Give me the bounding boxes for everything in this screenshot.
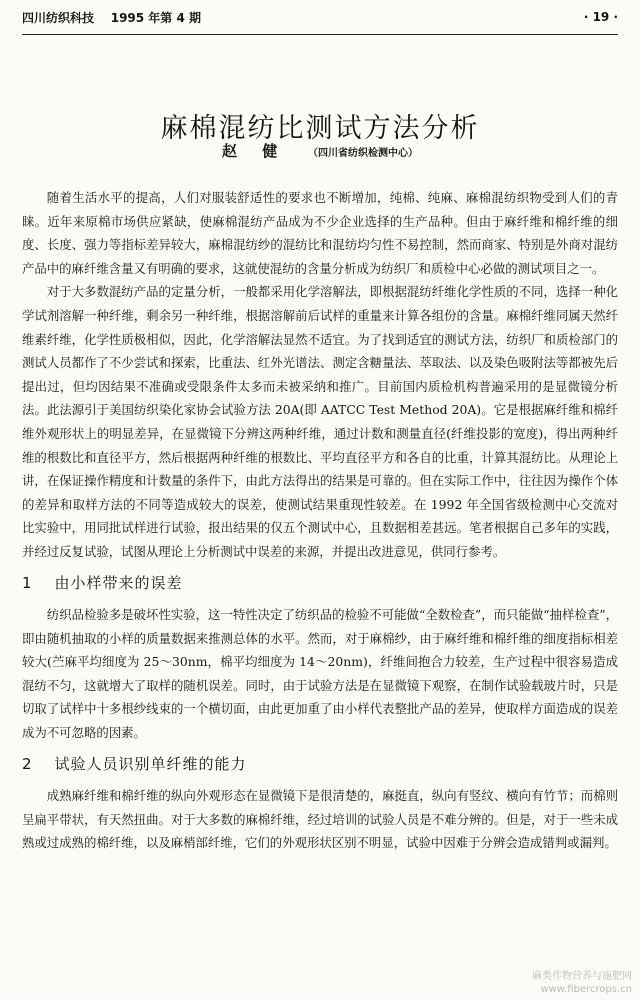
section-title: 试验人员识别单纤维的能力: [54, 754, 247, 773]
page-number: · 19 ·: [583, 10, 618, 24]
intro-paragraph: 对于大多数混纺产品的定量分析，一般都采用化学溶解法，即根据混纺纤维化学性质的不同，选择一种化学试剂溶解一种纤维，剩余另一种纤维，根据溶解前后试样的重量来计算各组份的含量。麻棉纤维同属天然纤维素纤维，化学性质极相似，因此，化学溶解法显然不适宜。为了找到适宜的测试方法，纺织厂和质检部门的测试人员都作了不少尝试和探索，比重法、红外光谱法、测定含糖量法、萃取法、以及染色吸附法等都被先后提出过，但均因结果不准确或受限条件太多而未被采纳和推广。目前国内质检机构普遍采用的是显微镜分析法。此法源引于美国纺织染化家协会试验方法 20A(即 AATCC Test Method 20A)。它是根据麻纤维和棉纤维外观形状上的明显差异，在显微镜下分辨这两种纤维，通过计数和测量直径(纤维投影的宽度)，得出两种纤维的根数比和直径平方，然后根据两种纤维的根数比、平均直径平方和各自的比重，计算其混纺比。从理论上讲，在保证操作精度和计数量的条件下，由此方法得出的结果是可靠的。但在实际工作中，往往因为操作个体的差异和取样方法的不同等造成较大的误差，使测试结果重现性较差。在 1992 年全国省级检测中心交流对比实验中，用同批试样进行试验，报出结果的仅五个测试中心，且数据相差甚远。笔者根据自己多年的实践，并经过反复试验，试图从理论上分析测试中误差的来源，并提出改进意见，供同行参考。: [22, 284, 618, 559]
byline: [0, 140, 640, 161]
journal-issue: [22, 9, 201, 26]
section-paragraph: 纺织品检验多是破坏性实验，这一特性决定了纺织品的检验不可能做“全数检查”，而只能做“抽样检查”，即由随机抽取的小样的质量数据来推测总体的水平。然而，对于麻棉纱，由于麻纤维和棉纤维的细度指标相差较大(苎麻平均细度为 25～30nm，棉平均细度为 14～20nm)，纤维间抱合力较差，生产过程中很容易造成混纺不匀，这就增大了取样的随机误差。同时，由于试验方法是在显微镜下观察，在制作试验载玻片时，只是切取了试样中十多根纱线束的一个横切面，由此更加重了由小样代表整批产品的差异，使取样方面造成的误差成为不可忽略的因素。: [22, 607, 618, 741]
section-number: 1: [22, 573, 33, 592]
author-name: 赵 健: [221, 142, 288, 160]
section-heading: [22, 753, 618, 777]
section-number: 2: [22, 754, 33, 773]
section-heading: [22, 572, 618, 596]
issue-label: 1995 年第 4 期: [110, 10, 202, 25]
journal-name: 四川纺织科技: [22, 10, 95, 25]
section-paragraph: 成熟麻纤维和棉纤维的纵向外观形态在显微镜下是很清楚的，麻挺直，纵向有竖纹、横向有竹节；而棉则呈扁平带状，有天然扭曲。对于大多数的麻棉纤维，经过培训的试验人员是不难分辨的。但是，对于一些未成熟或过成熟的棉纤维，以及麻梢部纤维，它们的外观形状区别不明显，试验中因难于分辨会造成错判或漏判。: [22, 788, 618, 851]
running-header: [22, 0, 618, 35]
article-body: [22, 186, 618, 855]
watermark-site-name: 麻类作物营养与施肥网: [532, 971, 632, 982]
author-affiliation: （四川省纺织检测中心）: [308, 148, 418, 159]
site-watermark: [532, 970, 632, 996]
watermark-url: www.fibercrops.cn: [540, 984, 632, 995]
intro-paragraph: 随着生活水平的提高，人们对服装舒适性的要求也不断增加，纯棉、纯麻、麻棉混纺织物受到人们的青睐。近年来原棉市场供应紧缺，使麻棉混纺产品成为不少企业选择的生产品种。但由于麻纤维和棉纤维的细度、长度、强力等指标差异较大，麻棉混纺纱的混纺比和混纺均匀性不易控制，然而商家、特别是外商对混纺产品中的麻纤维含量又有明确的要求，这就使混纺的含量分析成为纺织厂和质检中心必做的测试项目之一。: [22, 190, 618, 276]
section-title: 由小样带来的误差: [54, 573, 183, 592]
article-title: 麻棉混纺比测试方法分析: [160, 113, 480, 145]
